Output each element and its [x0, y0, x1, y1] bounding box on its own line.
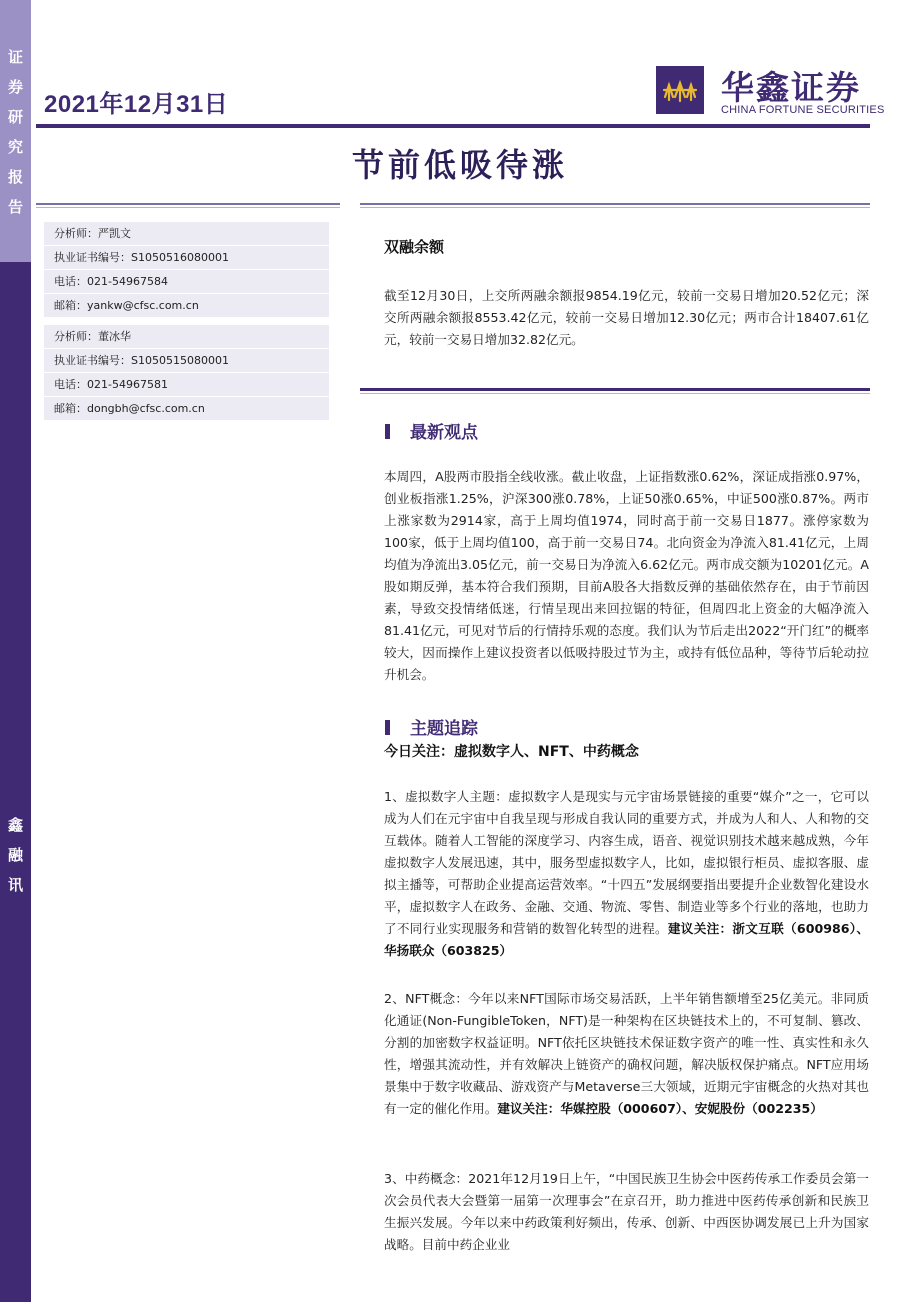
divider-right-thin — [360, 207, 870, 208]
analyst-email: 邮箱：dongbh@cfsc.com.cn — [44, 397, 329, 421]
margin-heading: 双融余额 — [384, 238, 445, 256]
analyst-phone: 电话：021-54967581 — [44, 373, 329, 397]
divider-left-thin — [36, 207, 340, 208]
analyst-phone: 电话：021-54967584 — [44, 270, 329, 294]
header-divider — [36, 124, 870, 128]
section-divider-thin — [360, 393, 870, 394]
theme-item: 3、中药概念：2021年12月19日上午，“中国民族卫生协会中医药传承工作委员会第一次会员代表大会暨第一届第一次理事会”在京召开，助力推进中医药传承创新和民族卫生振兴发展。今年以来中药政策利好频出，传承、创新、中西医协调发展已上升为国家战略。目前中药企业业 — [384, 1171, 869, 1252]
divider-left — [36, 203, 340, 205]
analyst-name: 分析师：严凯文 — [44, 222, 329, 246]
analyst-email: 邮箱：yankw@cfsc.com.cn — [44, 294, 329, 318]
latest-view-text: 本周四，A股两市股指全线收涨。截止收盘，上证指数涨0.62%，深证成指涨0.97%，创业板指涨1.25%，沪深300涨0.78%，上证50涨0.65%，中证500涨0.87%。两市上涨家数为2914家，高于上周均值1974，同时高于前一交易日1877。涨停家数为100家，低于上周均值100，高于前一交易日74。北向资金为净流入81.41亿元，上周均值为净流出3.05亿元，前一交易日为净流入6.62亿元。两市成交额为10201亿元。A股如期反弹，基本符合我们预期，目前A股各大指数反弹的基础依然存在，由于节前因素，导致交投情绪低迷，行情呈现出来回拉锯的特征，但周四北上资金的大幅净流入81.41亿元，可见对节后的行情持乐观的态度。我们认为节后走出2022“开门红”的概率较大，因而操作上建议投资者以低吸持股过节为主，或持有低位品种，等待节后轮动拉升机会。 — [384, 469, 869, 682]
sidebar-report-label: 证 券 研 究 报 告 — [7, 48, 23, 216]
theme-heading: 主题追踪 — [385, 714, 478, 739]
logo-icon — [656, 66, 704, 114]
report-date: 2021年12月31日 — [44, 91, 229, 118]
latest-view-heading: 最新观点 — [385, 418, 478, 443]
analyst-cert: 执业证书编号：S1050516080001 — [44, 246, 329, 270]
logo-subtitle: CHINA FORTUNE SECURITIES — [721, 104, 885, 116]
sidebar-brand-label: 鑫 融 讯 — [7, 816, 23, 894]
divider-right — [360, 203, 870, 205]
theme-focus: 今日关注：虚拟数字人、NFT、中药概念 — [384, 744, 639, 760]
analyst-name: 分析师：董冰华 — [44, 325, 329, 349]
theme-item: 2、NFT概念：今年以来NFT国际市场交易活跃，上半年销售额增至25亿美元。非同质化通证(Non-FungibleToken，NFT)是一种架构在区块链技术上的，不可复制、篡改、分割的加密数字权益证明。NFT依托区块链技术保证数字资产的唯一性、真实性和永久性，增强其流动性，并有效解决上链资产的确权问题，解决版权保护痛点。NFT应用场景集中于数字收藏品、游戏资产与Metaverse三大领域，近期元宇宙概念的火热对其也有一定的催化作用。建议关注：华媒控股（000607）、安妮股份（002235） — [384, 991, 869, 1116]
logo-text: 华鑫证券 — [721, 68, 861, 107]
theme-item: 1、虚拟数字人主题：虚拟数字人是现实与元宇宙场景链接的重要“媒介”之一，它可以成为人们在元宇宙中自我呈现与形成自我认同的重要方式，并成为人和人、人和物的交互载体。随着人工智能的深度学习、内容生成，语音、视觉识别技术越来越成熟，今年虚拟数字人发展迅速，其中，服务型虚拟数字人，比如，虚拟银行柜员、虚拟客服、虚拟主播等，可帮助企业提高运营效率。“十四五”发展纲要指出要提升企业数智化建设水平，虚拟数字人在政务、金融、交通、物流、零售、制造业等多个行业的落地，也助力了不同行业实现服务和营销的数智化转型的进程。建议关注：浙文互联（600986）、华扬联众（603825） — [384, 789, 870, 958]
margin-text: 截至12月30日，上交所两融余额报9854.19亿元，较前一交易日增加20.52亿元；深交所两融余额报8553.42亿元，较前一交易日增加12.30亿元；两市合计18407.61亿元，较前一交易日增加32.82亿元。 — [384, 288, 869, 347]
section-divider — [360, 388, 870, 391]
analyst-cert: 执业证书编号：S1050515080001 — [44, 349, 329, 373]
analyst-panel — [44, 222, 329, 421]
page-title: 节前低吸待涨 — [351, 146, 568, 184]
